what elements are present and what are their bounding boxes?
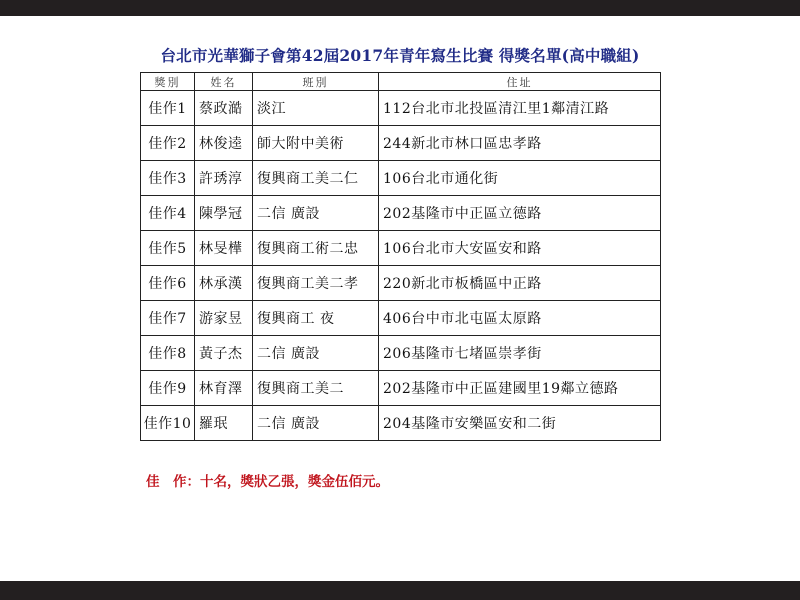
header-address: 住址 xyxy=(379,73,661,91)
cell-name: 許琇淳 xyxy=(195,161,253,196)
cell-address: 106台北市通化街 xyxy=(379,161,661,196)
header-name: 姓名 xyxy=(195,73,253,91)
cell-class: 師大附中美術 xyxy=(253,126,379,161)
table-row xyxy=(141,161,661,196)
cell-name: 羅珉 xyxy=(195,406,253,441)
prize-note: 佳 作：十名，獎狀乙張，獎金伍佰元。 xyxy=(146,474,389,490)
table-row xyxy=(141,406,661,441)
cell-award: 佳作7 xyxy=(141,301,195,336)
table-row xyxy=(141,231,661,266)
cell-name: 林旻樺 xyxy=(195,231,253,266)
cell-class: 淡江 xyxy=(253,91,379,126)
table-row xyxy=(141,266,661,301)
cell-class: 二信 廣設 xyxy=(253,196,379,231)
cell-award: 佳作5 xyxy=(141,231,195,266)
cell-award: 佳作2 xyxy=(141,126,195,161)
cell-name: 黃子杰 xyxy=(195,336,253,371)
top-frame-bar xyxy=(0,0,800,16)
cell-class: 復興商工美二孝 xyxy=(253,266,379,301)
cell-class: 復興商工術二忠 xyxy=(253,231,379,266)
cell-address: 220新北市板橋區中正路 xyxy=(379,266,661,301)
cell-class: 復興商工美二 xyxy=(253,371,379,406)
cell-address: 112台北市北投區清江里1鄰清江路 xyxy=(379,91,661,126)
cell-name: 林育澤 xyxy=(195,371,253,406)
table-header-row xyxy=(141,73,661,91)
cell-class: 復興商工 夜 xyxy=(253,301,379,336)
cell-address: 244新北市林口區忠孝路 xyxy=(379,126,661,161)
table-row xyxy=(141,196,661,231)
table-row xyxy=(141,336,661,371)
cell-address: 206基隆市七堵區崇孝街 xyxy=(379,336,661,371)
awards-table xyxy=(140,72,661,441)
page-title: 台北市光華獅子會第42屆2017年青年寫生比賽 得獎名單(高中職組) xyxy=(160,46,640,65)
header-award: 獎別 xyxy=(141,73,195,91)
cell-name: 林承漢 xyxy=(195,266,253,301)
table-row xyxy=(141,371,661,406)
cell-award: 佳作4 xyxy=(141,196,195,231)
cell-name: 游家昱 xyxy=(195,301,253,336)
cell-award: 佳作6 xyxy=(141,266,195,301)
cell-award: 佳作3 xyxy=(141,161,195,196)
cell-award: 佳作9 xyxy=(141,371,195,406)
cell-name: 蔡政澔 xyxy=(195,91,253,126)
cell-address: 204基隆市安樂區安和二街 xyxy=(379,406,661,441)
cell-address: 406台中市北屯區太原路 xyxy=(379,301,661,336)
cell-name: 陳學冠 xyxy=(195,196,253,231)
cell-class: 復興商工美二仁 xyxy=(253,161,379,196)
cell-award: 佳作8 xyxy=(141,336,195,371)
cell-award: 佳作1 xyxy=(141,91,195,126)
cell-class: 二信 廣設 xyxy=(253,406,379,441)
cell-award: 佳作10 xyxy=(141,406,195,441)
cell-name: 林俊逵 xyxy=(195,126,253,161)
header-class: 班別 xyxy=(253,73,379,91)
cell-class: 二信 廣設 xyxy=(253,336,379,371)
table-row xyxy=(141,126,661,161)
cell-address: 106台北市大安區安和路 xyxy=(379,231,661,266)
cell-address: 202基隆市中正區立德路 xyxy=(379,196,661,231)
table-row xyxy=(141,301,661,336)
bottom-frame-bar xyxy=(0,581,800,600)
table-row xyxy=(141,91,661,126)
cell-address: 202基隆市中正區建國里19鄰立德路 xyxy=(379,371,661,406)
